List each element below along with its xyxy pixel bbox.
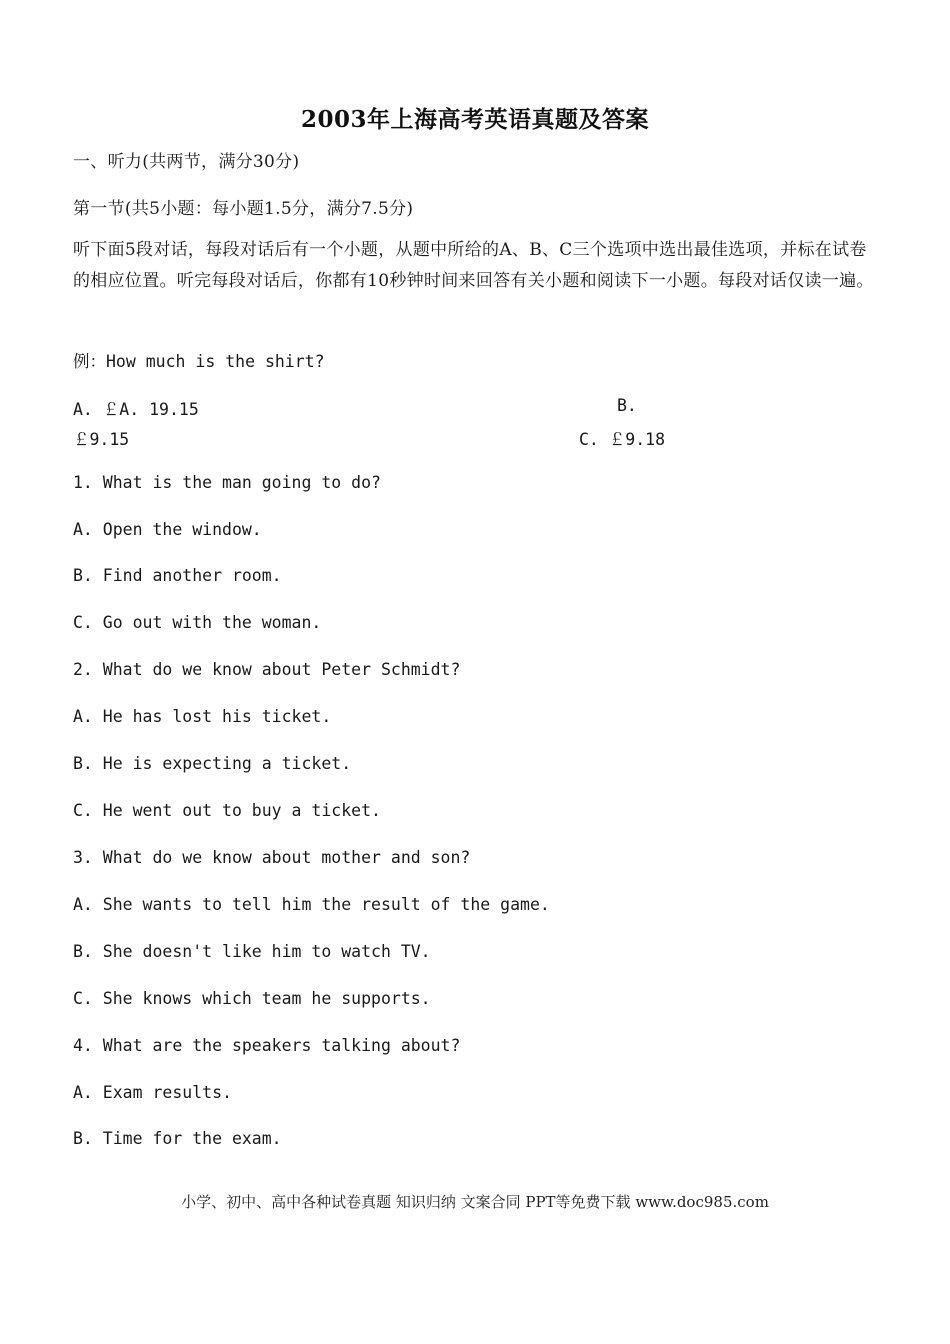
question-2: 2. What do we know about Peter Schmidt? (73, 660, 461, 679)
question-3: 3. What do we know about mother and son? (73, 848, 471, 867)
question-2-option-c: C. He went out to buy a ticket. (73, 801, 381, 820)
instructions-paragraph: 听下面5段对话，每段对话后有一个小题，从题中所给的A、B、C三个选项中选出最佳选项，并标在试卷的相应位置。听完每段对话后，你都有10秒钟时间来回答有关小题和阅读下一小题。每段对话仅读一遍。 (73, 240, 874, 291)
question-3-option-a: A. She wants to tell him the result of the game. (73, 895, 550, 914)
page-title: 2003年上海高考英语真题及答案 (300, 106, 649, 133)
page-footer: 小学、初中、高中各种试卷真题 知识归纳 文案合同 PPT等免费下载 www.doc985.com (181, 1193, 769, 1211)
question-4-option-a: A. Exam results. (73, 1083, 232, 1102)
question-1-option-b: B. Find another room. (73, 566, 282, 585)
example-option-b-label: B. (617, 396, 637, 415)
question-3-option-c: C. She knows which team he supports. (73, 989, 431, 1008)
question-1-option-c: C. Go out with the woman. (73, 613, 322, 632)
question-1: 1. What is the man going to do? (73, 473, 381, 492)
question-3-option-b: B. She doesn't like him to watch TV. (73, 942, 431, 961)
example-option-b-value: ￡9.15 (73, 430, 130, 449)
question-4-option-b: B. Time for the exam. (73, 1129, 282, 1148)
example-option-a: A. ￡A. 19.15 (73, 400, 199, 419)
question-4: 4. What are the speakers talking about? (73, 1036, 461, 1055)
part-heading: 第一节(共5小题：每小题1.5分，满分7.5分) (73, 199, 414, 219)
question-2-option-b: B. He is expecting a ticket. (73, 754, 352, 773)
example-question: 例：How much is the shirt? (73, 352, 325, 371)
example-option-c: C. ￡9.18 (579, 430, 666, 449)
question-1-option-a: A. Open the window. (73, 520, 262, 539)
section-heading: 一、听力(共两节，满分30分) (73, 152, 300, 172)
question-2-option-a: A. He has lost his ticket. (73, 707, 332, 726)
